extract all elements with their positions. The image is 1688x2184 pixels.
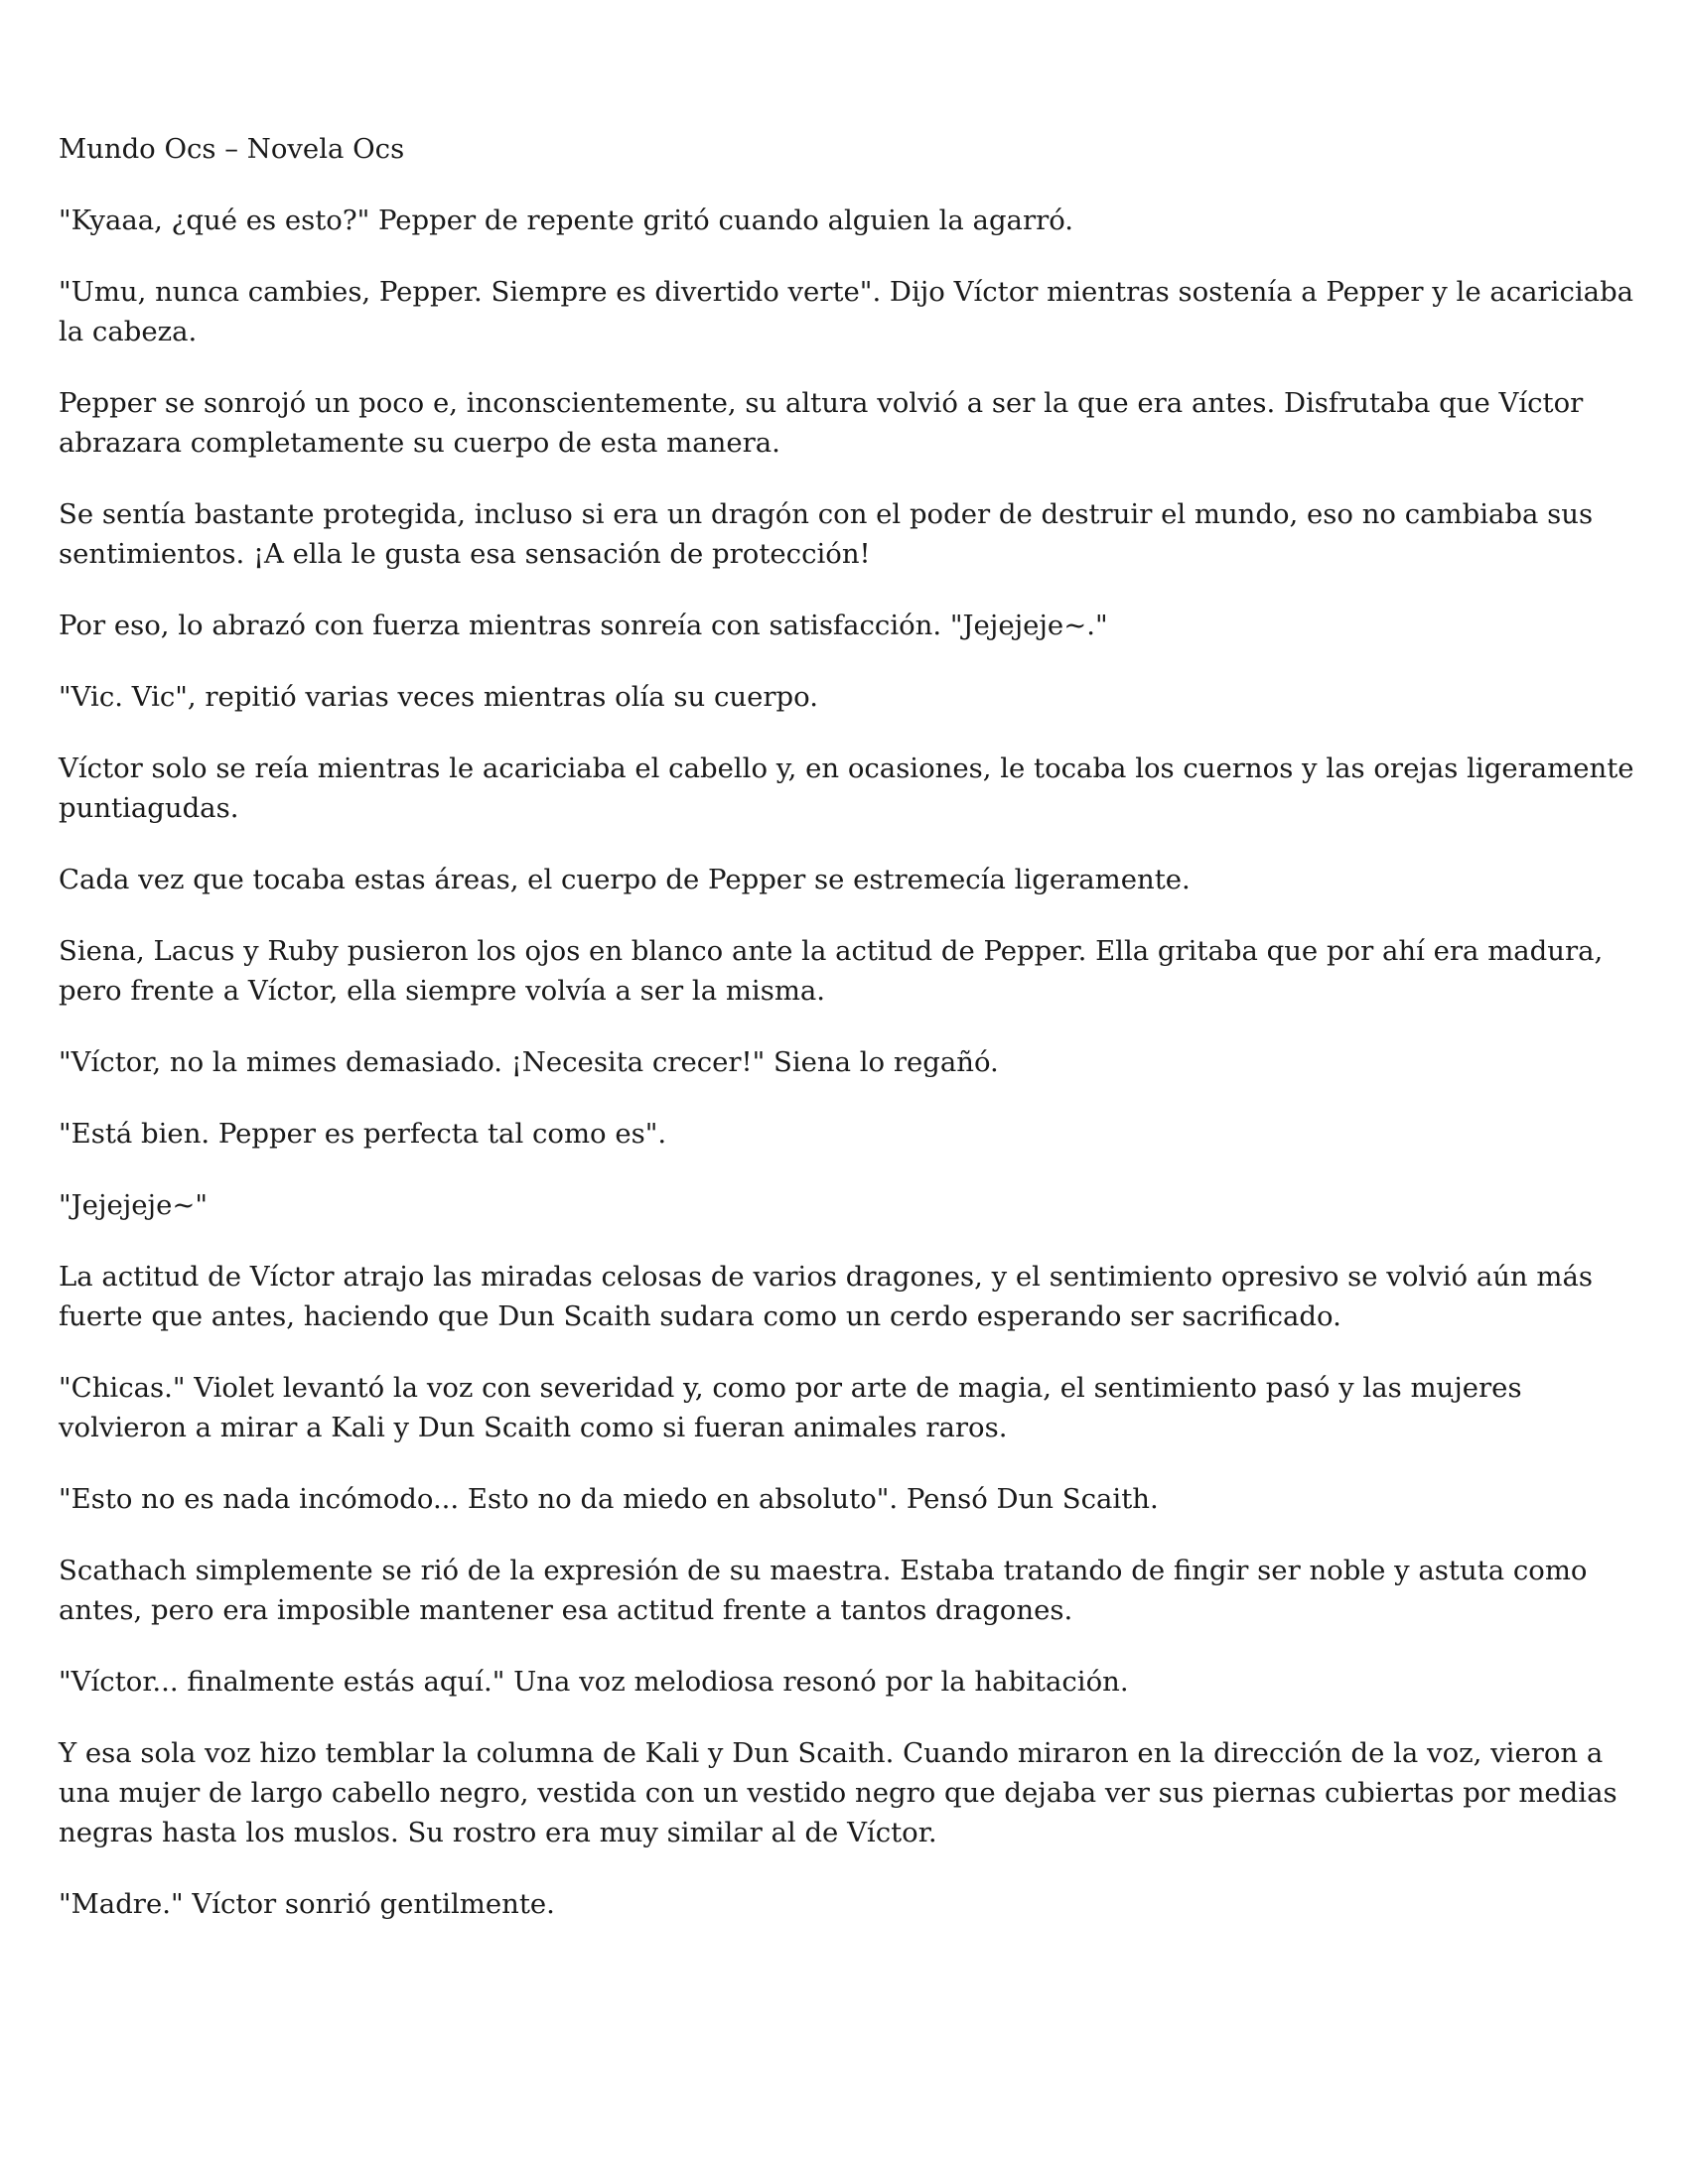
paragraph: Cada vez que tocaba estas áreas, el cuerpo de Pepper se estremecía ligeramente. [59,864,1191,895]
paragraph: Se sentía bastante protegida, incluso si era un dragón con el poder de destruir el mundo, eso no cambiaba sus sentimientos. ¡A ella le gusta esa sensación de protección! [59,498,1594,570]
paragraph: "Está bien. Pepper es perfecta tal como es". [59,1118,667,1150]
paragraph: "Víctor, no la mimes demasiado. ¡Necesita crecer!" Siena lo regañó. [59,1046,999,1078]
paragraph: "Esto no es nada incómodo... Esto no da miedo en absoluto". Pensó Dun Scaith. [59,1483,1159,1515]
document-body [59,129,1637,1956]
paragraph: "Kyaaa, ¿qué es esto?" Pepper de repente gritó cuando alguien la agarró. [59,205,1074,236]
paragraph: La actitud de Víctor atrajo las miradas celosas de varios dragones, y el sentimiento opresivo se volvió aún más fuerte que antes, haciendo que Dun Scaith sudara como un cerdo esperando ser sacrificado. [59,1261,1593,1332]
paragraph: "Chicas." Violet levantó la voz con severidad y, como por arte de magia, el sentimiento pasó y las mujeres volvieron a mirar a Kali y Dun Scaith como si fueran animales raros. [59,1372,1522,1443]
paragraph: "Madre." Víctor sonrió gentilmente. [59,1888,555,1920]
paragraph: Siena, Lacus y Ruby pusieron los ojos en blanco ante la actitud de Pepper. Ella gritaba que por ahí era madura, pero frente a Víctor, ella siempre volvía a ser la misma. [59,935,1604,1007]
paragraph: "Umu, nunca cambies, Pepper. Siempre es divertido verte". Dijo Víctor mientras sostenía a Pepper y le acariciaba la cabeza. [59,276,1634,347]
paragraph: Pepper se sonrojó un poco e, inconscientemente, su altura volvió a ser la que era antes. Disfrutaba que Víctor abrazara completamente su cuerpo de esta manera. [59,387,1584,459]
paragraph: "Víctor... finalmente estás aquí." Una voz melodiosa resonó por la habitación. [59,1666,1129,1698]
paragraph: "Jejejeje~" [59,1189,209,1221]
paragraph: Y esa sola voz hizo temblar la columna de Kali y Dun Scaith. Cuando miraron en la dirección de la voz, vieron a una mujer de largo cabello negro, vestida con un vestido negro que dejaba ver sus piernas cubiertas por medias negras hasta los muslos. Su rostro era muy similar al de Víctor. [59,1737,1618,1848]
paragraph: Por eso, lo abrazó con fuerza mientras sonreía con satisfacción. "Jejejeje~." [59,610,1108,641]
paragraph: Víctor solo se reía mientras le acariciaba el cabello y, en ocasiones, le tocaba los cuernos y las orejas ligeramente puntiagudas. [59,752,1634,824]
document-title: Mundo Ocs – Novela Ocs [59,133,405,165]
paragraph: "Vic. Vic", repitió varias veces mientras olía su cuerpo. [59,681,818,713]
paragraph: Scathach simplemente se rió de la expresión de su maestra. Estaba tratando de fingir ser noble y astuta como antes, pero era imposible mantener esa actitud frente a tantos dragones. [59,1555,1588,1626]
